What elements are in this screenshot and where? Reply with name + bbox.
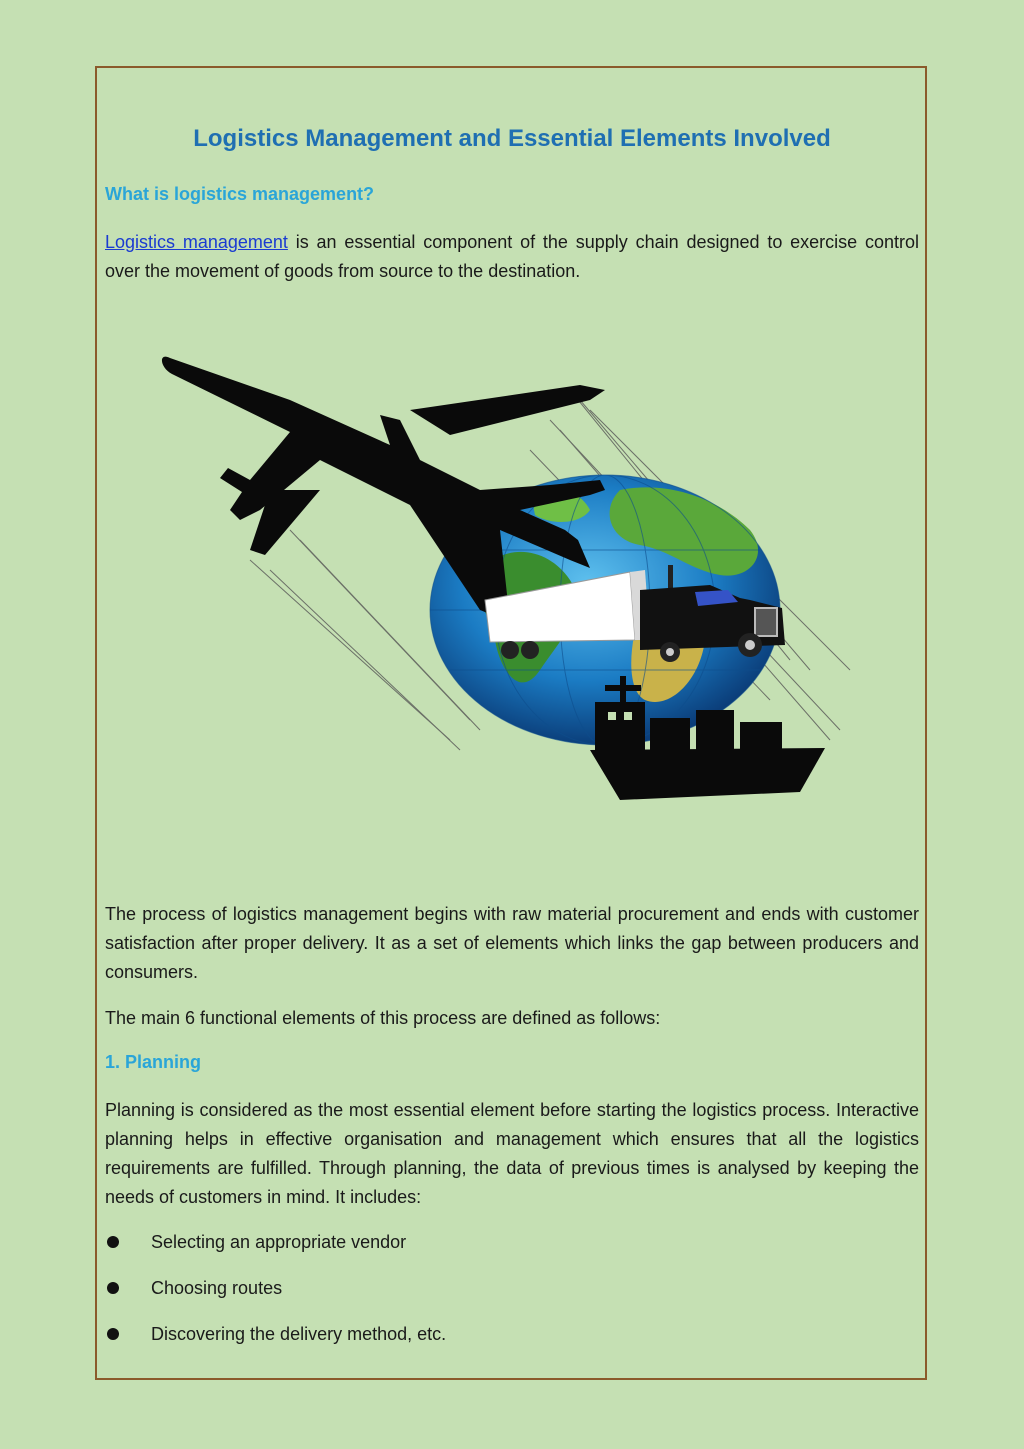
planning-paragraph: Planning is considered as the most essential element before starting the logistics process. Interactive planning helps in effective organisation and management which ensures that all the logistics requirements are fulfilled. Through planning, the data of previous times is analysed by keeping the needs of customers in mind. It includes: xyxy=(105,1100,919,1207)
logistics-management-link[interactable]: Logistics management xyxy=(105,232,288,252)
logistics-illustration xyxy=(150,340,870,810)
process-paragraph: The process of logistics management begins with raw material procurement and ends with customer satisfaction after proper delivery. It as a set of elements which links the gap between producers and consumers. xyxy=(105,904,919,982)
section-heading-what-is: What is logistics management? xyxy=(105,184,375,204)
list-item xyxy=(105,1274,919,1320)
planning-heading: 1. Planning xyxy=(105,1052,202,1072)
bullet-text: Discovering the delivery method, etc. xyxy=(151,1324,447,1344)
bullet-icon xyxy=(107,1282,119,1294)
list-item xyxy=(105,1320,919,1366)
bullet-text: Choosing routes xyxy=(151,1278,283,1298)
list-item xyxy=(105,1228,919,1274)
intro-paragraph xyxy=(105,228,919,286)
bullet-text: Selecting an appropriate vendor xyxy=(151,1232,407,1252)
document-title: Logistics Management and Essential Elements Involved xyxy=(193,125,831,152)
elements-intro-paragraph: The main 6 functional elements of this process are defined as follows: xyxy=(105,1008,661,1028)
bullet-icon xyxy=(107,1236,119,1248)
intro-text: is an essential component of the supply chain designed to exercise control over the movement of goods from source to the destination. xyxy=(105,232,920,281)
planning-bullet-list xyxy=(105,1228,919,1366)
bullet-icon xyxy=(107,1328,119,1340)
